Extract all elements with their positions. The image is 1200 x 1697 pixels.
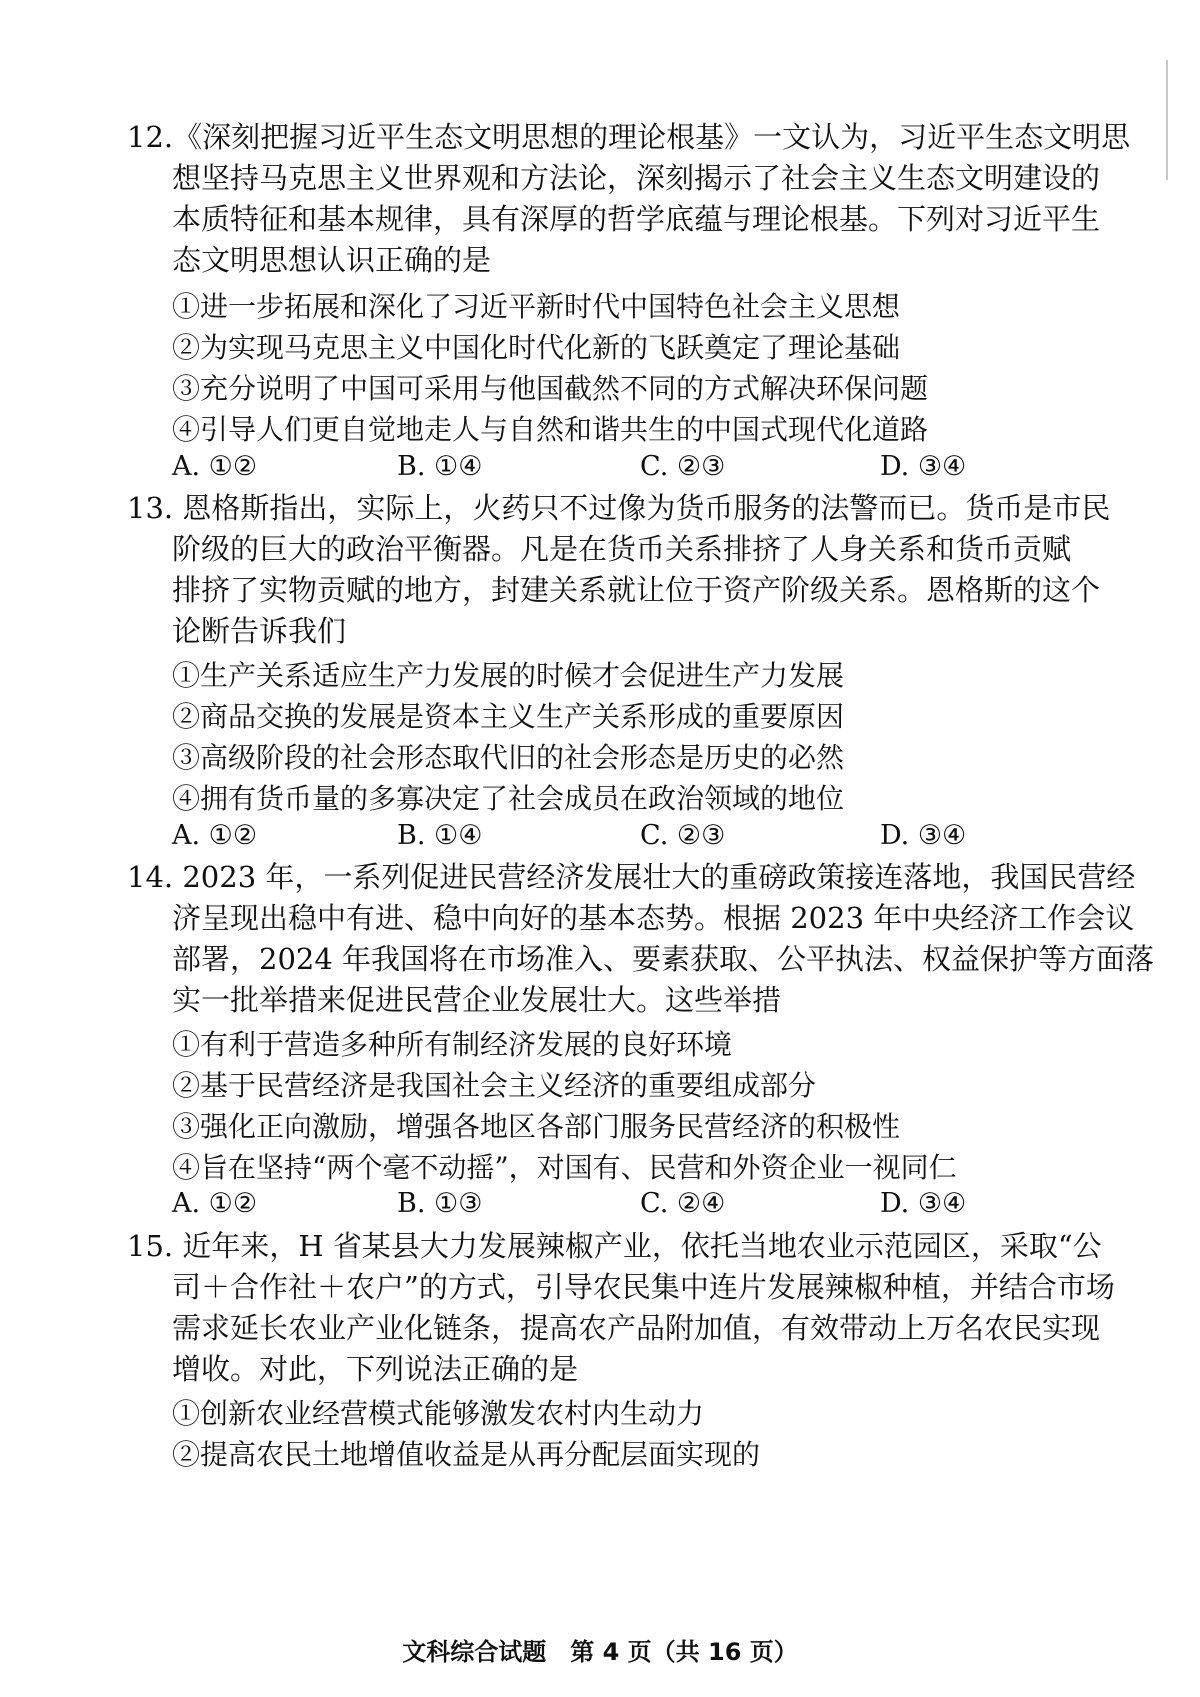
stem-line: 论断告诉我们 [172, 614, 347, 648]
option-2: ②为实现马克思主义中国化时代化新的飞跃奠定了理论基础 [172, 331, 901, 364]
option-2: ②提高农民土地增值收益是从再分配层面实现的 [172, 1438, 761, 1471]
stem-line: 本质特征和基本规律，具有深厚的哲学底蕴与理论根基。下列对习近平生 [172, 202, 1101, 236]
choice-c: C. ②③ [640, 820, 726, 851]
choice-c: C. ②④ [640, 1188, 726, 1219]
option-4: ④引导人们更自觉地走人与自然和谐共生的中国式现代化道路 [172, 413, 929, 446]
stem-line: 济呈现出稳中有进、稳中向好的基本态势。根据 2023 年中央经济工作会议 [172, 901, 1135, 935]
choice-b: B. ①④ [397, 451, 483, 482]
option-1: ①生产关系适应生产力发展的时候才会促进生产力发展 [172, 659, 845, 692]
stem-line: 增收。对此，下列说法正确的是 [172, 1352, 579, 1386]
scan-edge-mark [1166, 60, 1168, 180]
option-4: ④拥有货币量的多寡决定了社会成员在政治领域的地位 [172, 782, 845, 815]
stem-line: 14. 2023 年，一系列促进民营经济发展壮大的重磅政策接连落地，我国民营经 [127, 860, 1136, 894]
option-2: ②商品交换的发展是资本主义生产关系形成的重要原因 [172, 700, 845, 733]
stem-line: 15. 近年来，H 省某县大力发展辣椒产业，依托当地农业示范园区，采取“公 [127, 1229, 1102, 1263]
choice-d: D. ③④ [880, 451, 967, 482]
question-stem [127, 488, 1111, 652]
option-4: ④旨在坚持“两个毫不动摇”，对国有、民营和外资企业一视同仁 [172, 1151, 957, 1184]
option-1: ①有利于营造多种所有制经济发展的良好环境 [172, 1028, 733, 1061]
stem-line: 实一批举措来促进民营企业发展壮大。这些举措 [172, 983, 782, 1017]
stem-line: 阶级的巨大的政治平衡器。凡是在货币关系排挤了人身关系和货币贡赋 [172, 532, 1072, 566]
stem-line: 13. 恩格斯指出，实际上，火药只不过像为货币服务的法警而已。货币是市民 [127, 491, 1111, 525]
choice-a: A. ①② [172, 1188, 258, 1219]
choice-a: A. ①② [172, 451, 258, 482]
stem-line: 想坚持马克思主义世界观和方法论，深刻揭示了社会主义生态文明建设的 [172, 161, 1101, 195]
option-1: ①创新农业经营模式能够激发农村内生动力 [172, 1397, 705, 1430]
choice-d: D. ③④ [880, 1188, 967, 1219]
stem-line: 12.《深刻把握习近平生态文明思想的理论根基》一文认为，习近平生态文明思 [127, 120, 1131, 154]
stem-line: 部署，2024 年我国将在市场准入、要素获取、公平执法、权益保护等方面落 [172, 942, 1155, 976]
choice-a: A. ①② [172, 820, 258, 851]
option-3: ③强化正向激励，增强各地区各部门服务民营经济的积极性 [172, 1110, 901, 1143]
choice-c: C. ②③ [640, 451, 726, 482]
page-footer: 文科综合试题 第 4 页（共 16 页） [402, 1638, 798, 1666]
choice-d: D. ③④ [880, 820, 967, 851]
question-stem [127, 857, 1155, 1021]
stem-line: 排挤了实物贡赋的地方，封建关系就让位于资产阶级关系。恩格斯的这个 [172, 573, 1101, 607]
option-1: ①进一步拓展和深化了习近平新时代中国特色社会主义思想 [172, 290, 901, 323]
stem-line: 需求延长农业产业化链条，提高农产品附加值，有效带动上万名农民实现 [172, 1311, 1101, 1345]
choice-b: B. ①③ [397, 1188, 483, 1219]
stem-line: 态文明思想认识正确的是 [172, 243, 492, 277]
stem-line: 司＋合作社＋农户”的方式，引导农民集中连片发展辣椒种植，并结合市场 [172, 1270, 1115, 1304]
option-2: ②基于民营经济是我国社会主义经济的重要组成部分 [172, 1069, 817, 1102]
choice-b: B. ①④ [397, 820, 483, 851]
option-3: ③充分说明了中国可采用与他国截然不同的方式解决环保问题 [172, 372, 929, 405]
question-stem [127, 1226, 1115, 1390]
option-3: ③高级阶段的社会形态取代旧的社会形态是历史的必然 [172, 741, 845, 774]
question-stem [127, 117, 1131, 281]
